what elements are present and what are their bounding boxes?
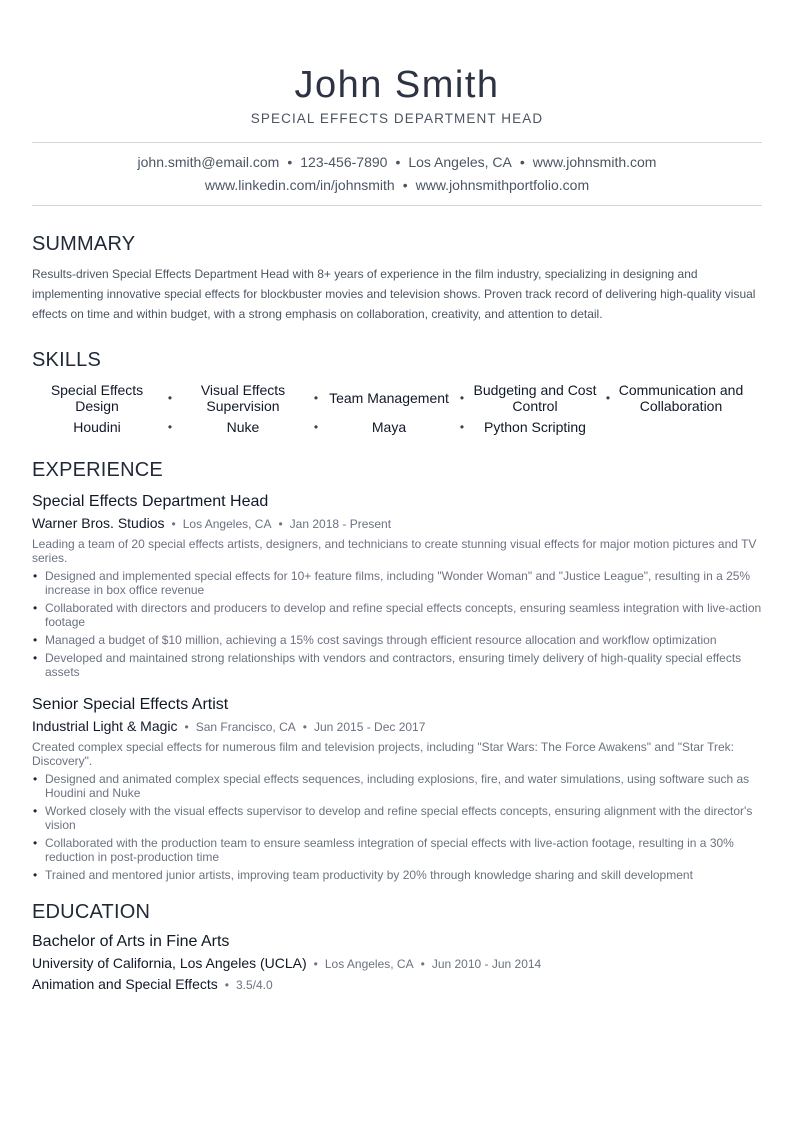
job-location: Los Angeles, CA xyxy=(182,517,272,531)
education-entry xyxy=(32,932,762,994)
job-title: Special Effects Department Head xyxy=(32,493,269,510)
education-school: University of California, Los Angeles (UCLA) xyxy=(32,955,307,971)
separator-dot: • xyxy=(287,154,293,170)
job-bullets xyxy=(32,772,762,882)
separator-dot: • xyxy=(313,957,318,971)
job-dates: Jan 2018 - Present xyxy=(289,517,392,531)
contact-email[interactable]: john.smith@email.com xyxy=(137,154,280,170)
skill-item: Team Management xyxy=(329,390,449,406)
job-company: Industrial Light & Magic xyxy=(32,718,178,734)
education-dates: Jun 2010 - Jun 2014 xyxy=(431,957,542,971)
job-dates: Jun 2015 - Dec 2017 xyxy=(313,720,426,734)
job-entry xyxy=(32,695,762,882)
skill-separator: • xyxy=(167,420,173,434)
skills-heading: SKILLS xyxy=(32,349,102,371)
skill-separator: • xyxy=(459,391,465,405)
resume-header xyxy=(32,0,762,126)
education-major: Animation and Special Effects xyxy=(32,976,218,992)
skill-item: Python Scripting xyxy=(484,419,586,435)
contact-portfolio[interactable]: www.johnsmithportfolio.com xyxy=(415,177,590,193)
job-bullet: • Managed a budget of $10 million, achieving a 15% cost savings through efficient resource allocation and workflow optimization xyxy=(32,633,762,647)
experience-heading: EXPERIENCE xyxy=(32,459,163,481)
job-location: San Francisco, CA xyxy=(195,720,296,734)
skill-separator: • xyxy=(167,391,173,405)
skill-separator: • xyxy=(605,391,611,405)
job-entry xyxy=(32,492,762,679)
contact-info xyxy=(32,142,762,206)
education-school-line xyxy=(32,955,762,973)
education-gpa: 3.5/4.0 xyxy=(235,978,273,992)
separator-dot: • xyxy=(519,154,525,170)
skill-item: Communication and Collaboration xyxy=(618,382,744,414)
job-bullet: • Collaborated with directors and producers to develop and refine special effects concepts, ensuring seamless integration with live-action footage xyxy=(32,601,762,629)
separator-dot: • xyxy=(302,720,307,734)
candidate-name: John Smith xyxy=(294,64,500,106)
job-bullet: • Trained and mentored junior artists, improving team productivity by 20% through knowledge sharing and skill development xyxy=(32,868,762,882)
separator-dot: • xyxy=(402,177,408,193)
job-bullet: • Developed and maintained strong relationships with vendors and contractors, ensuring timely delivery of high-quality special effects assets xyxy=(32,651,762,679)
job-meta xyxy=(32,515,762,533)
contact-line-1 xyxy=(32,151,762,174)
education-heading: EDUCATION xyxy=(32,901,151,923)
candidate-title: SPECIAL EFFECTS DEPARTMENT HEAD xyxy=(250,111,544,126)
job-bullets xyxy=(32,569,762,679)
separator-dot: • xyxy=(278,517,283,531)
skills-row-2 xyxy=(32,416,762,438)
separator-dot: • xyxy=(420,957,425,971)
summary-heading: SUMMARY xyxy=(32,233,136,255)
skill-item: Houdini xyxy=(73,419,121,435)
skill-separator: • xyxy=(459,420,465,434)
job-bullet: • Worked closely with the visual effects supervisor to develop and refine special effects concepts, ensuring alignment with the director's vision xyxy=(32,804,762,832)
job-bullet: • Collaborated with the production team to ensure seamless integration of special effects with live-action footage, resulting in a 30% reduction in post-production time xyxy=(32,836,762,864)
education-degree: Bachelor of Arts in Fine Arts xyxy=(32,933,230,950)
education-major-line xyxy=(32,976,762,994)
skill-separator: • xyxy=(313,420,319,434)
job-bullet: • Designed and animated complex special effects sequences, including explosions, fire, and water simulations, using software such as Houdini and Nuke xyxy=(32,772,762,800)
job-title: Senior Special Effects Artist xyxy=(32,696,229,713)
contact-website[interactable]: www.johnsmith.com xyxy=(532,154,657,170)
job-description: Leading a team of 20 special effects artists, designers, and technicians to create stunning visual effects for major motion pictures and TV series. xyxy=(32,537,757,565)
separator-dot: • xyxy=(395,154,401,170)
separator-dot: • xyxy=(184,720,189,734)
job-bullet: • Designed and implemented special effects for 10+ feature films, including "Wonder Woman" and "Justice League", resulting in a 25% increase in box office revenue xyxy=(32,569,762,597)
contact-phone[interactable]: 123-456-7890 xyxy=(300,154,388,170)
summary-text: Results-driven Special Effects Department Head with 8+ years of experience in the film industry, specializing in designing and implementing innovative special effects for blockbuster movies and television shows. Proven track record of delivering high-quality visual effects on time and within budget, with a strong emphasis on collaboration, creativity, and attention to detail. xyxy=(32,267,756,321)
contact-linkedin[interactable]: www.linkedin.com/in/johnsmith xyxy=(204,177,395,193)
skill-item: Nuke xyxy=(226,419,260,435)
skill-item: Visual Effects Supervision xyxy=(200,382,286,414)
contact-line-2 xyxy=(32,174,762,197)
separator-dot: • xyxy=(224,978,229,992)
job-company: Warner Bros. Studios xyxy=(32,515,165,531)
contact-location: Los Angeles, CA xyxy=(408,154,512,170)
separator-dot: • xyxy=(171,517,176,531)
job-description: Created complex special effects for numerous film and television projects, including "Star Wars: The Force Awakens" and "Star Trek: Discovery". xyxy=(32,740,734,768)
skill-item: Maya xyxy=(371,419,407,435)
skill-separator: • xyxy=(313,391,319,405)
education-location: Los Angeles, CA xyxy=(324,957,414,971)
job-meta xyxy=(32,718,762,736)
skills-row-1 xyxy=(32,380,762,416)
skills-grid xyxy=(32,380,762,438)
skill-item: Special Effects Design xyxy=(50,382,144,414)
skill-item: Budgeting and Cost Control xyxy=(473,382,597,414)
